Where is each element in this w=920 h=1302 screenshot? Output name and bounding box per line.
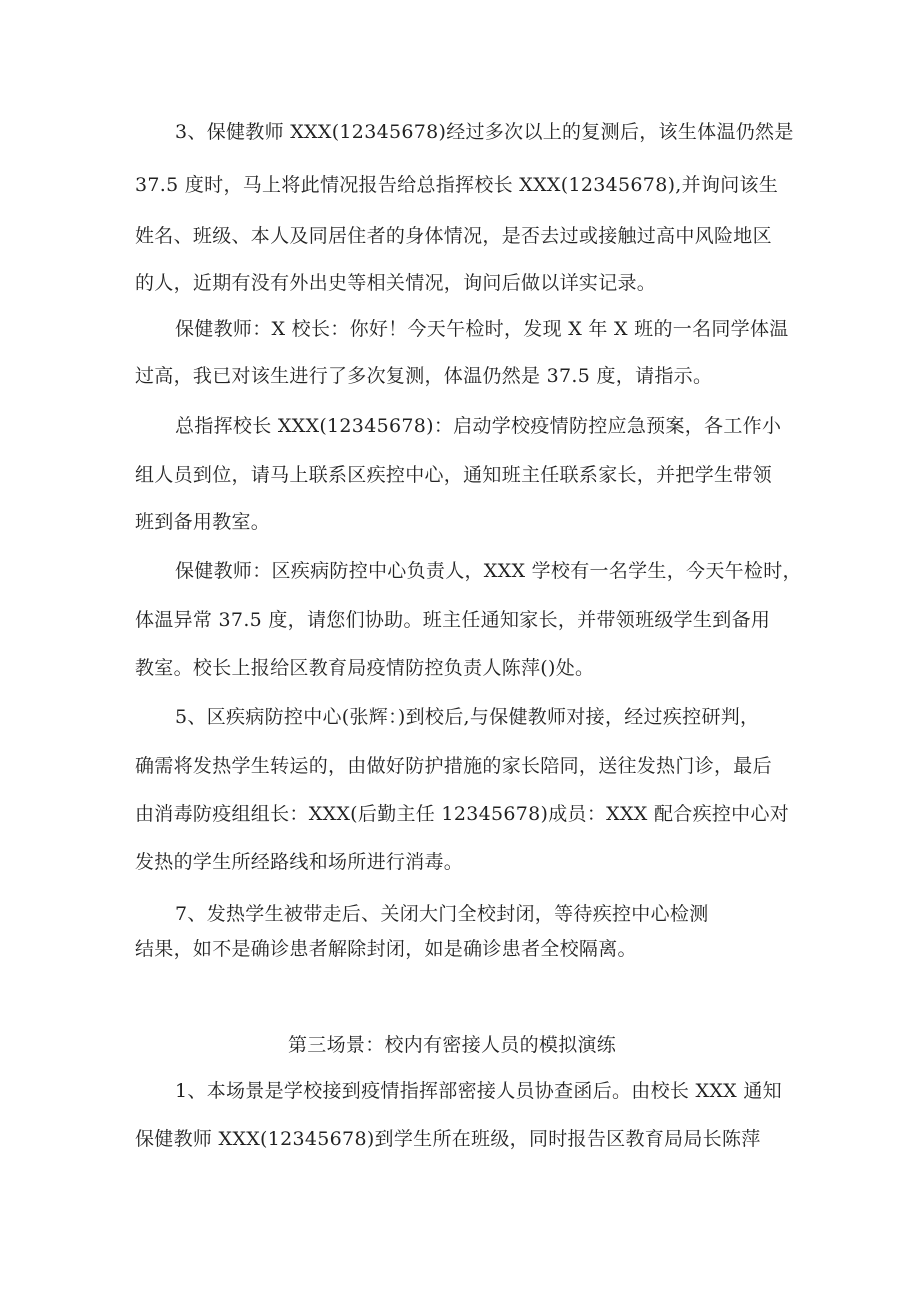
paragraph-2-line-1: 保健教师：X 校长：你好！今天午检时，发现 X 年 X 班的一名同学体温 <box>175 318 789 340</box>
paragraph-5-line-1: 5、区疾病防控中心(张辉：)到校后,与保健教师对接，经过疾控研判， <box>175 706 760 728</box>
paragraph-1-line-2: 37.5 度时，马上将此情况报告给总指挥校长 XXX(12345678),并询问该生 <box>135 174 779 196</box>
paragraph-1-line-4: 的人，近期有没有外出史等相关情况，询问后做以详实记录。 <box>135 272 657 294</box>
paragraph-6-line-1: 7、发热学生被带走后、关闭大门全校封闭，等待疾控中心检测 <box>175 903 709 925</box>
section-title: 第三场景：校内有密接人员的模拟演练 <box>288 1034 617 1056</box>
paragraph-5-line-4: 发热的学生所经路线和场所进行消毒。 <box>135 851 464 873</box>
paragraph-4-line-1: 保健教师：区疾病防控中心负责人，XXX 学校有一名学生，今天午检时， <box>175 560 802 582</box>
section-paragraph-1-line-1: 1、本场景是学校接到疫情指挥部密接人员协查函后。由校长 XXX 通知 <box>175 1080 782 1102</box>
paragraph-6-line-2: 结果，如不是确诊患者解除封闭，如是确诊患者全校隔离。 <box>135 938 637 960</box>
paragraph-1-line-1: 3、保健教师 XXX(12345678)经过多次以上的复测后，该生体温仍然是 <box>175 121 794 143</box>
paragraph-1-line-3: 姓名、班级、本人及同居住者的身体情况，是否去过或接触过高中风险地区 <box>135 225 772 247</box>
paragraph-5-line-3: 由消毒防疫组组长：XXX(后勤主任 12345678)成员：XXX 配合疾控中心对 <box>135 803 790 825</box>
paragraph-4-line-2: 体温异常 37.5 度，请您们协助。班主任通知家长，并带领班级学生到备用 <box>135 609 771 631</box>
paragraph-3-line-1: 总指挥校长 XXX(12345678)：启动学校疫情防控应急预案，各工作小 <box>175 415 782 437</box>
paragraph-2-line-2: 过高，我已对该生进行了多次复测，体温仍然是 37.5 度，请指示。 <box>135 365 713 387</box>
paragraph-4-line-3: 教室。校长上报给区教育局疫情防控负责人陈萍()处。 <box>135 657 595 679</box>
paragraph-3-line-2: 组人员到位，请马上联系区疾控中心，通知班主任联系家长，并把学生带领 <box>135 464 772 486</box>
paragraph-5-line-2: 确需将发热学生转运的，由做好防护措施的家长陪同，送往发热门诊，最后 <box>135 755 772 777</box>
section-paragraph-1-line-2: 保健教师 XXX(12345678)到学生所在班级，同时报告区教育局局长陈萍 <box>135 1128 761 1150</box>
paragraph-3-line-3: 班到备用教室。 <box>135 511 271 533</box>
